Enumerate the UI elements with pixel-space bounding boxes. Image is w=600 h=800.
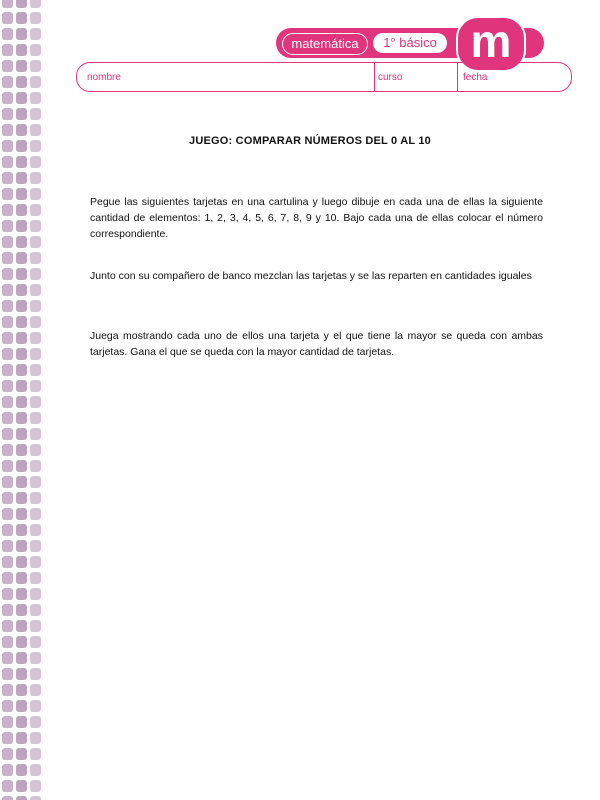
divider: [374, 63, 375, 91]
strip-tile: [2, 108, 13, 120]
divider: [457, 63, 458, 91]
strip-tile: [16, 332, 27, 344]
strip-tile: [2, 92, 13, 104]
strip-tile: [16, 60, 27, 72]
strip-tile: [16, 108, 27, 120]
strip-tile: [30, 220, 41, 232]
strip-tile: [2, 428, 13, 440]
strip-tile: [16, 28, 27, 40]
strip-tile: [30, 508, 41, 520]
strip-tile: [30, 556, 41, 568]
strip-tile: [16, 316, 27, 328]
strip-tile: [30, 268, 41, 280]
strip-tile: [16, 780, 27, 792]
strip-tile: [16, 540, 27, 552]
strip-tile: [2, 572, 13, 584]
strip-tile: [30, 604, 41, 616]
strip-tile: [2, 636, 13, 648]
strip-tile: [30, 620, 41, 632]
name-label: nombre: [87, 72, 121, 83]
strip-tile: [2, 172, 13, 184]
strip-tile: [16, 204, 27, 216]
strip-tile: [2, 316, 13, 328]
strip-tile: [16, 636, 27, 648]
strip-tile: [16, 444, 27, 456]
strip-tile: [30, 492, 41, 504]
strip-tile: [16, 732, 27, 744]
strip-tile: [16, 588, 27, 600]
strip-tile: [2, 508, 13, 520]
strip-tile: [16, 524, 27, 536]
strip-tile: [2, 652, 13, 664]
course-label: curso: [378, 72, 403, 83]
strip-tile: [16, 652, 27, 664]
strip-tile: [30, 588, 41, 600]
strip-tile: [30, 748, 41, 760]
strip-tile: [30, 204, 41, 216]
strip-tile: [2, 732, 13, 744]
strip-tile: [30, 28, 41, 40]
strip-tile: [16, 348, 27, 360]
strip-tile: [2, 492, 13, 504]
strip-tile: [30, 796, 41, 800]
strip-tile: [2, 764, 13, 776]
strip-tile: [16, 220, 27, 232]
strip-tile: [30, 540, 41, 552]
strip-tile: [30, 412, 41, 424]
strip-tile: [16, 620, 27, 632]
strip-tile: [16, 700, 27, 712]
strip-tile: [16, 300, 27, 312]
strip-tile: [30, 524, 41, 536]
strip-tile: [30, 332, 41, 344]
strip-tile: [2, 348, 13, 360]
brand-logo: m: [456, 16, 526, 72]
strip-tile: [16, 0, 27, 8]
strip-tile: [16, 572, 27, 584]
strip-tile: [30, 108, 41, 120]
strip-tile: [2, 396, 13, 408]
strip-tile: [16, 796, 27, 800]
strip-tile: [2, 364, 13, 376]
strip-tile: [30, 76, 41, 88]
strip-tile: [30, 348, 41, 360]
strip-tile: [2, 716, 13, 728]
strip-tile: [30, 12, 41, 24]
strip-tile: [2, 556, 13, 568]
strip-tile: [16, 604, 27, 616]
strip-tile: [2, 620, 13, 632]
page-title: JUEGO: COMPARAR NÚMEROS DEL 0 AL 10: [189, 135, 431, 147]
strip-tile: [16, 236, 27, 248]
strip-tile: [16, 716, 27, 728]
instruction-paragraph-2: Junto con su compañero de banco mezclan las tarjetas y se las reparten en cantidades iguales: [90, 270, 532, 282]
strip-tile: [16, 396, 27, 408]
strip-tile: [30, 444, 41, 456]
strip-tile: [30, 396, 41, 408]
strip-tile: [2, 700, 13, 712]
strip-tile: [16, 188, 27, 200]
strip-tile: [16, 764, 27, 776]
strip-tile: [16, 268, 27, 280]
strip-tile: [2, 444, 13, 456]
strip-tile: [16, 252, 27, 264]
strip-tile: [16, 684, 27, 696]
strip-tile: [30, 652, 41, 664]
strip-tile: [16, 748, 27, 760]
strip-tile: [30, 684, 41, 696]
strip-tile: [16, 284, 27, 296]
strip-tile: [2, 76, 13, 88]
strip-tile: [30, 188, 41, 200]
strip-tile: [2, 12, 13, 24]
strip-tile: [2, 524, 13, 536]
strip-tile: [2, 188, 13, 200]
strip-tile: [16, 508, 27, 520]
strip-column: [30, 0, 42, 800]
strip-tile: [2, 44, 13, 56]
strip-tile: [2, 668, 13, 680]
strip-tile: [16, 460, 27, 472]
decorative-side-strip: [0, 0, 44, 800]
grade-label: 1° básico: [373, 33, 447, 53]
strip-tile: [30, 300, 41, 312]
student-info-row: [76, 62, 572, 92]
strip-tile: [2, 332, 13, 344]
strip-tile: [2, 460, 13, 472]
strip-tile: [2, 780, 13, 792]
strip-tile: [16, 668, 27, 680]
strip-tile: [2, 204, 13, 216]
subject-label: matemática: [282, 33, 368, 55]
strip-tile: [30, 780, 41, 792]
strip-tile: [2, 0, 13, 8]
strip-tile: [30, 700, 41, 712]
strip-tile: [2, 476, 13, 488]
strip-tile: [2, 748, 13, 760]
strip-tile: [16, 556, 27, 568]
strip-tile: [30, 732, 41, 744]
strip-tile: [30, 428, 41, 440]
strip-tile: [30, 92, 41, 104]
strip-tile: [16, 92, 27, 104]
strip-tile: [2, 588, 13, 600]
strip-tile: [2, 412, 13, 424]
strip-tile: [16, 12, 27, 24]
strip-tile: [30, 44, 41, 56]
strip-tile: [2, 300, 13, 312]
strip-tile: [2, 684, 13, 696]
strip-tile: [30, 172, 41, 184]
strip-tile: [2, 252, 13, 264]
strip-tile: [2, 796, 13, 800]
strip-tile: [2, 28, 13, 40]
strip-tile: [30, 572, 41, 584]
strip-tile: [16, 76, 27, 88]
strip-column: [16, 0, 28, 800]
strip-tile: [16, 172, 27, 184]
strip-tile: [30, 284, 41, 296]
strip-tile: [16, 44, 27, 56]
strip-tile: [2, 60, 13, 72]
strip-tile: [30, 764, 41, 776]
strip-tile: [16, 156, 27, 168]
strip-tile: [2, 540, 13, 552]
strip-tile: [30, 380, 41, 392]
strip-tile: [30, 252, 41, 264]
strip-tile: [16, 364, 27, 376]
strip-tile: [30, 364, 41, 376]
instruction-paragraph-1: Pegue las siguientes tarjetas en una cartulina y luego dibuje en cada una de ellas la siguiente cantidad de elementos: 1, 2, 3, 4, 5, 6, 7, 8, 9 y 10. Bajo cada una de ellas colocar el número correspondiente.: [90, 196, 543, 240]
strip-tile: [30, 316, 41, 328]
strip-tile: [2, 380, 13, 392]
strip-tile: [30, 636, 41, 648]
strip-tile: [30, 476, 41, 488]
strip-tile: [16, 428, 27, 440]
strip-tile: [16, 380, 27, 392]
instruction-paragraph-3: Juega mostrando cada uno de ellos una tarjeta y el que tiene la mayor se queda con ambas tarjetas. Gana el que se queda con la mayor cantidad de tarjetas.: [90, 330, 543, 358]
strip-column: [2, 0, 14, 800]
strip-tile: [2, 220, 13, 232]
strip-tile: [16, 476, 27, 488]
strip-tile: [30, 716, 41, 728]
strip-tile: [2, 268, 13, 280]
strip-tile: [16, 412, 27, 424]
strip-tile: [30, 156, 41, 168]
strip-tile: [30, 668, 41, 680]
date-label: fecha: [463, 72, 488, 83]
strip-tile: [2, 284, 13, 296]
strip-tile: [30, 0, 41, 8]
strip-tile: [2, 156, 13, 168]
strip-tile: [30, 460, 41, 472]
strip-tile: [2, 236, 13, 248]
strip-tile: [2, 604, 13, 616]
strip-tile: [16, 492, 27, 504]
strip-tile: [30, 236, 41, 248]
strip-tile: [30, 60, 41, 72]
